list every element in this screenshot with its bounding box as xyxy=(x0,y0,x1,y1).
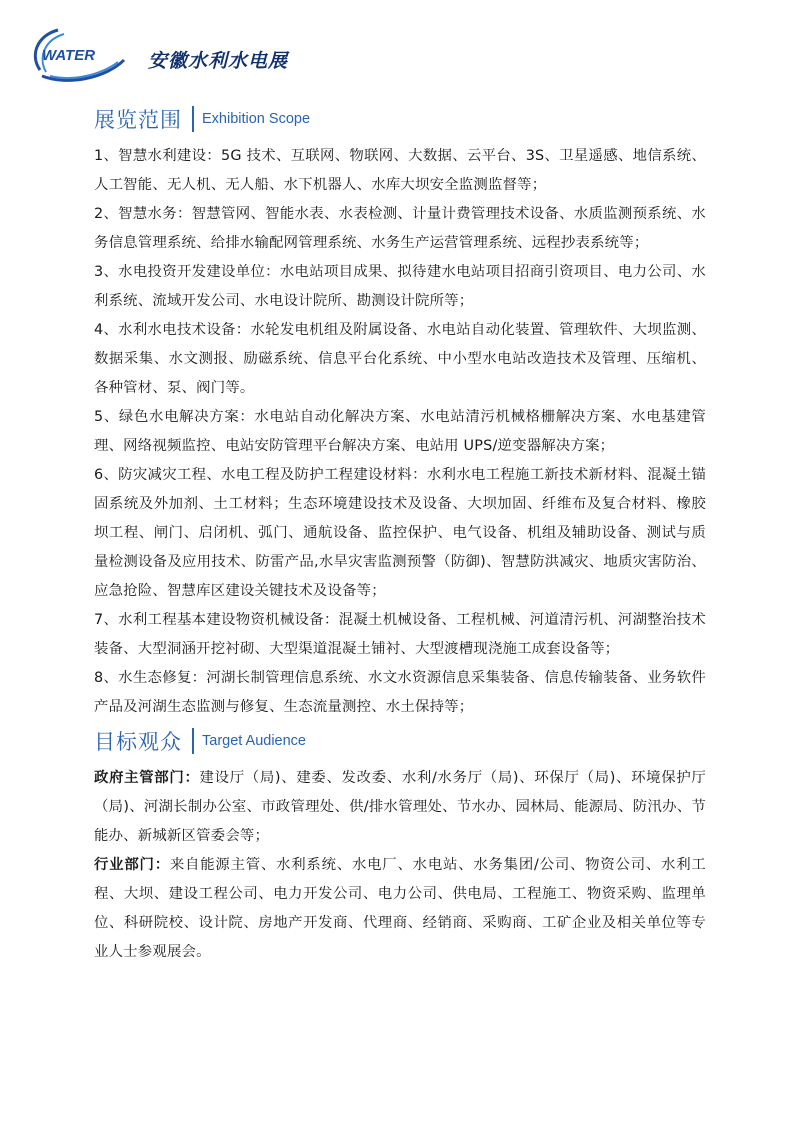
scope-title-en: Exhibition Scope xyxy=(202,111,311,127)
audience-ind-label: 行业部门： xyxy=(94,857,170,873)
audience-section-title xyxy=(94,724,706,758)
audience-title-en: Target Audience xyxy=(202,733,306,749)
scope-item-7: 7、水利工程基本建设物资机械设备：混凝土机械设备、工程机械、河道清污机、河湖整治技术装备、大型洞涵开挖衬砌、大型渠道混凝土铺衬、大型渡槽现浇施工成套设备等； xyxy=(94,612,706,657)
scope-item-2: 2、智慧水务：智慧管网、智能水表、水表检测、计量计费管理技术设备、水质监测预系统、水务信息管理系统、给排水输配网管理系统、水务生产运营管理系统、远程抄表系统等； xyxy=(94,206,706,251)
scope-section-title xyxy=(94,102,706,136)
brand-name: 安徽水利水电展 xyxy=(148,50,289,72)
audience-ind-text: 来自能源主管、水利系统、水电厂、水电站、水务集团/公司、物资公司、水利工程、大坝、建设工程公司、电力开发公司、电力公司、供电局、工程施工、物资采购、监理单位、科研院校、设计院、房地产开发商、代理商、经销商、采购商、工矿企业及相关单位等专业人士参观展会。 xyxy=(94,857,706,960)
audience-title-cn: 目标观众 xyxy=(94,730,182,754)
water-logo-icon xyxy=(28,26,128,84)
scope-title-cn: 展览范围 xyxy=(94,108,182,132)
scope-item-4: 4、水利水电技术设备：水轮发电机组及附属设备、水电站自动化装置、管理软件、大坝监测、数据采集、水文测报、励磁系统、信息平台化系统、中小型水电站改造技术及管理、压缩机、各种管材、泵、阀门等。 xyxy=(94,322,706,396)
page-header xyxy=(28,26,328,86)
main-content xyxy=(94,102,706,967)
audience-gov-label: 政府主管部门： xyxy=(94,770,200,786)
logo-text: WATER xyxy=(42,47,96,64)
scope-item-8: 8、水生态修复：河湖长制管理信息系统、水文水资源信息采集装备、信息传输装备、业务软件产品及河湖生态监测与修复、生态流量测控、水土保持等； xyxy=(94,670,706,715)
audience-gov-text: 建设厅（局)、建委、发改委、水利/水务厅（局)、环保厅（局)、环境保护厅（局)、河湖长制办公室、市政管理处、供/排水管理处、节水办、园林局、能源局、防汛办、节能办、新城新区管委会等； xyxy=(94,770,706,844)
title-divider xyxy=(192,106,194,132)
scope-item-6: 6、防灾减灾工程、水电工程及防护工程建设材料：水利水电工程施工新技术新材料、混凝土锚固系统及外加剂、土工材料；生态环境建设技术及设备、大坝加固、纤维布及复合材料、橡胶坝工程、闸门、启闭机、弧门、通航设备、监控保护、电气设备、机组及辅助设备、测试与质量检测设备及应用技术、防雷产品,水旱灾害监测预警（防御)、智慧防洪减灾、地质灾害防治、应急抢险、智慧库区建设关键技术及设备等； xyxy=(94,467,706,599)
audience-industry xyxy=(94,851,706,967)
audience-government xyxy=(94,764,706,851)
scope-item-3: 3、水电投资开发建设单位：水电站项目成果、拟待建水电站项目招商引资项目、电力公司、水利系统、流域开发公司、水电设计院所、勘测设计院所等； xyxy=(94,264,706,309)
title-divider xyxy=(192,728,194,754)
scope-item-5: 5、绿色水电解决方案：水电站自动化解决方案、水电站清污机械格栅解决方案、水电基建管理、网络视频监控、电站安防管理平台解决方案、电站用 UPS/逆变器解决方案； xyxy=(94,409,706,454)
scope-item-1: 1、智慧水利建设：5G 技术、互联网、物联网、大数据、云平台、3S、卫星遥感、地信系统、人工智能、无人机、无人船、水下机器人、水库大坝安全监测监督等； xyxy=(94,148,706,193)
